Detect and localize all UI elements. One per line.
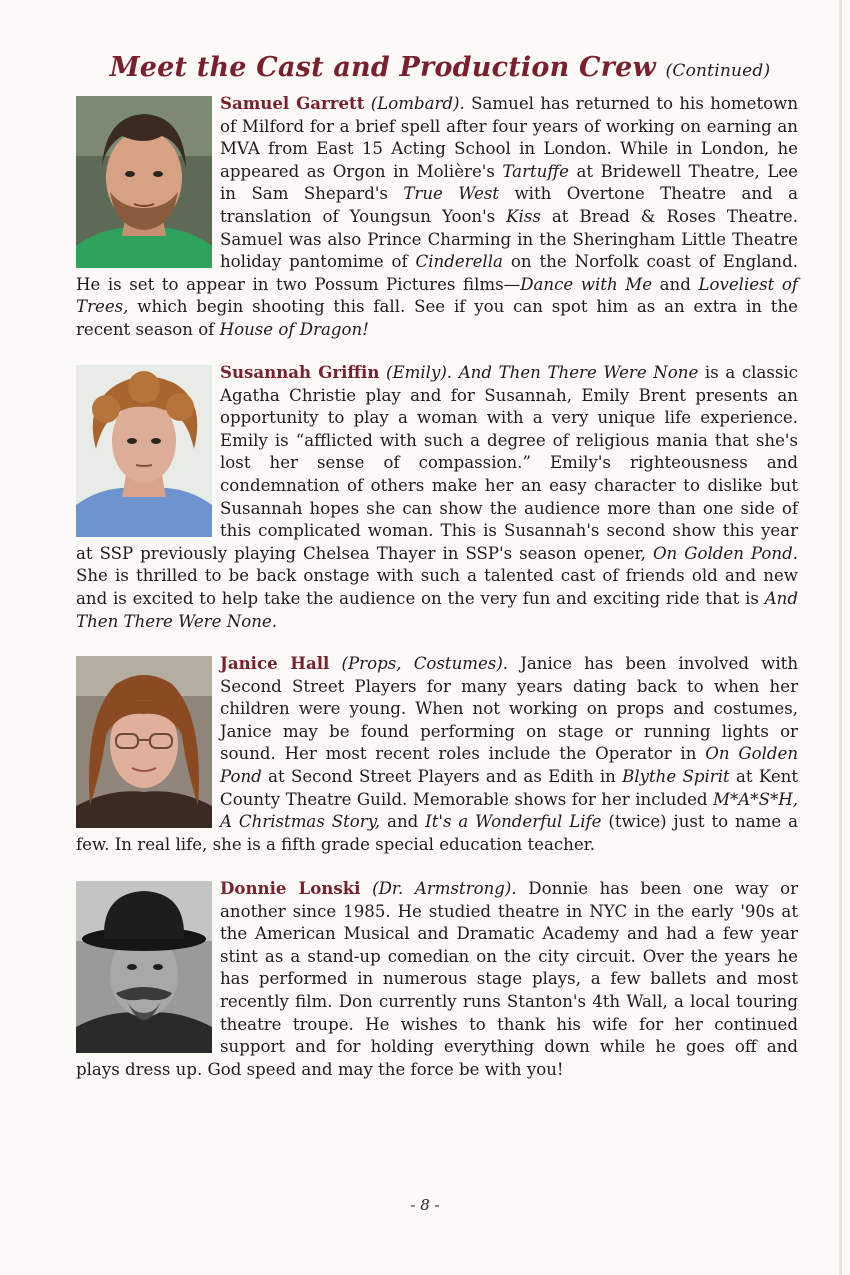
cast-name: Janice Hall xyxy=(220,653,330,673)
page-heading xyxy=(60,52,820,83)
cast-role: (Props, Costumes). xyxy=(341,654,509,673)
bio-text: with Overtone Theatre and a translation of Youngsun Yoon's xyxy=(220,184,799,226)
bio-text: at Bread & Roses Theatre. Samuel was also Prince Charming in the Sheringham Little Theatre holiday pantomime of xyxy=(220,206,798,272)
bio-text: Donnie has been one way or another since 1985. He studied theatre in NYC in the early '90s at the American Musical and Dramatic Academy and had a few year stint as a stand-up comedian on the city circuit. Over the years he has performed in numerous stage plays, a few ballets and most recently film. Don currently runs Stanton's 4th Wall, a local touring theatre troupe. He wishes to thank his wife for her continued support and for holding everything down while he goes off and plays dress up. God speed and may the force be with you! xyxy=(76,879,798,1079)
bio-text: at Kent County Theatre Guild. Memorable shows for her included xyxy=(220,766,798,809)
headshot-donnie-lonski xyxy=(76,881,212,1053)
cast-role: (Emily). xyxy=(386,363,453,382)
bio-title: M*A*S*H, A Christmas Story, xyxy=(220,789,798,832)
bio-text: is a classic Agatha Christie play and for Susannah, Emily Brent presents an opportunity to play a woman with a very unique life experience. Emily is “afflicted with such a degree of religious mania that she's lost her sense of compassion.” Emily's righteousness and condemnation of others make her an easy character to dislike but Susannah hopes she can show the audience more than one side of this complicated woman. This is Susannah's second show this year at SSP previously playing Chelsea Thayer in SSP's season opener, xyxy=(76,363,798,563)
bio-title: True West xyxy=(403,184,500,204)
bio-text: Janice has been involved with Second Street Players for many years dating back to when her children were young. When not working on props and costumes, Janice may be found performing on stage or running lights or sound. Her most recent roles include the Operator in xyxy=(220,654,799,764)
headshot-samuel-garrett xyxy=(76,96,212,268)
bio-text: which begin shooting this fall. See if you can spot him as an extra in the recent season of xyxy=(76,297,798,339)
cast-entry-samuel-garrett xyxy=(76,92,798,342)
bio-title: Kiss xyxy=(506,206,541,226)
bio-title: And Then There Were None xyxy=(458,363,699,382)
bio-text: She is thrilled to be back onstage with such a talented cast of friends old and new and is excited to help take the audience on the very fun and exciting ride that is xyxy=(76,566,798,608)
bio-title: Cinderella xyxy=(415,252,503,272)
bio-text xyxy=(452,363,459,382)
headshot-susannah-griffin xyxy=(76,365,212,537)
bio-title: Blythe Spirit xyxy=(622,766,730,786)
bio-text: Samuel has returned to his hometown of Milford for a brief spell after four years of working on earning an MVA from East 15 Acting School in London. While in London, he appeared as Orgon in Molière's xyxy=(220,94,799,181)
heading-continued: (Continued) xyxy=(665,61,771,81)
cast-entry-susannah-griffin xyxy=(76,361,798,633)
bio-text: and xyxy=(652,274,699,294)
cast-entry-donnie-lonski xyxy=(76,877,798,1081)
heading-title: Meet the Cast and Production Crew xyxy=(109,52,656,83)
bio-title: It's a Wonderful Life xyxy=(425,812,602,832)
bio-title: Dance with Me xyxy=(520,274,653,294)
bio-title: Tartuffe xyxy=(502,161,569,181)
cast-role: (Lombard). xyxy=(370,94,465,113)
cast-name: Susannah Griffin xyxy=(220,362,380,382)
bio-title: On Golden Pond. xyxy=(652,543,798,563)
bio-text: (twice) just to name a few. In real life, she is a fifth grade special education teacher. xyxy=(76,812,798,854)
bio-text: and xyxy=(380,812,426,832)
page-edge-shadow xyxy=(839,0,842,1275)
cast-name: Samuel Garrett xyxy=(220,93,365,113)
cast-role: (Dr. Armstrong). xyxy=(372,879,517,898)
page-number: - 8 - xyxy=(410,1196,440,1214)
cast-entry-janice-hall xyxy=(76,652,798,856)
bio-text: at Second Street Players and as Edith in xyxy=(261,766,623,786)
bio-title: House of Dragon! xyxy=(219,319,369,339)
bio-title: On Golden Pond xyxy=(220,744,799,786)
bio-title: Loveliest of Trees, xyxy=(76,274,798,317)
bio-text: on the Norfolk coast of England. He is set to appear in two Possum Pictures films— xyxy=(76,252,798,294)
bio-title: And Then There Were None. xyxy=(76,588,798,631)
headshot-janice-hall xyxy=(76,656,212,828)
cast-name: Donnie Lonski xyxy=(220,878,361,898)
bio-text: at Bridewell Theatre, Lee in Sam Shepard's xyxy=(220,161,798,204)
